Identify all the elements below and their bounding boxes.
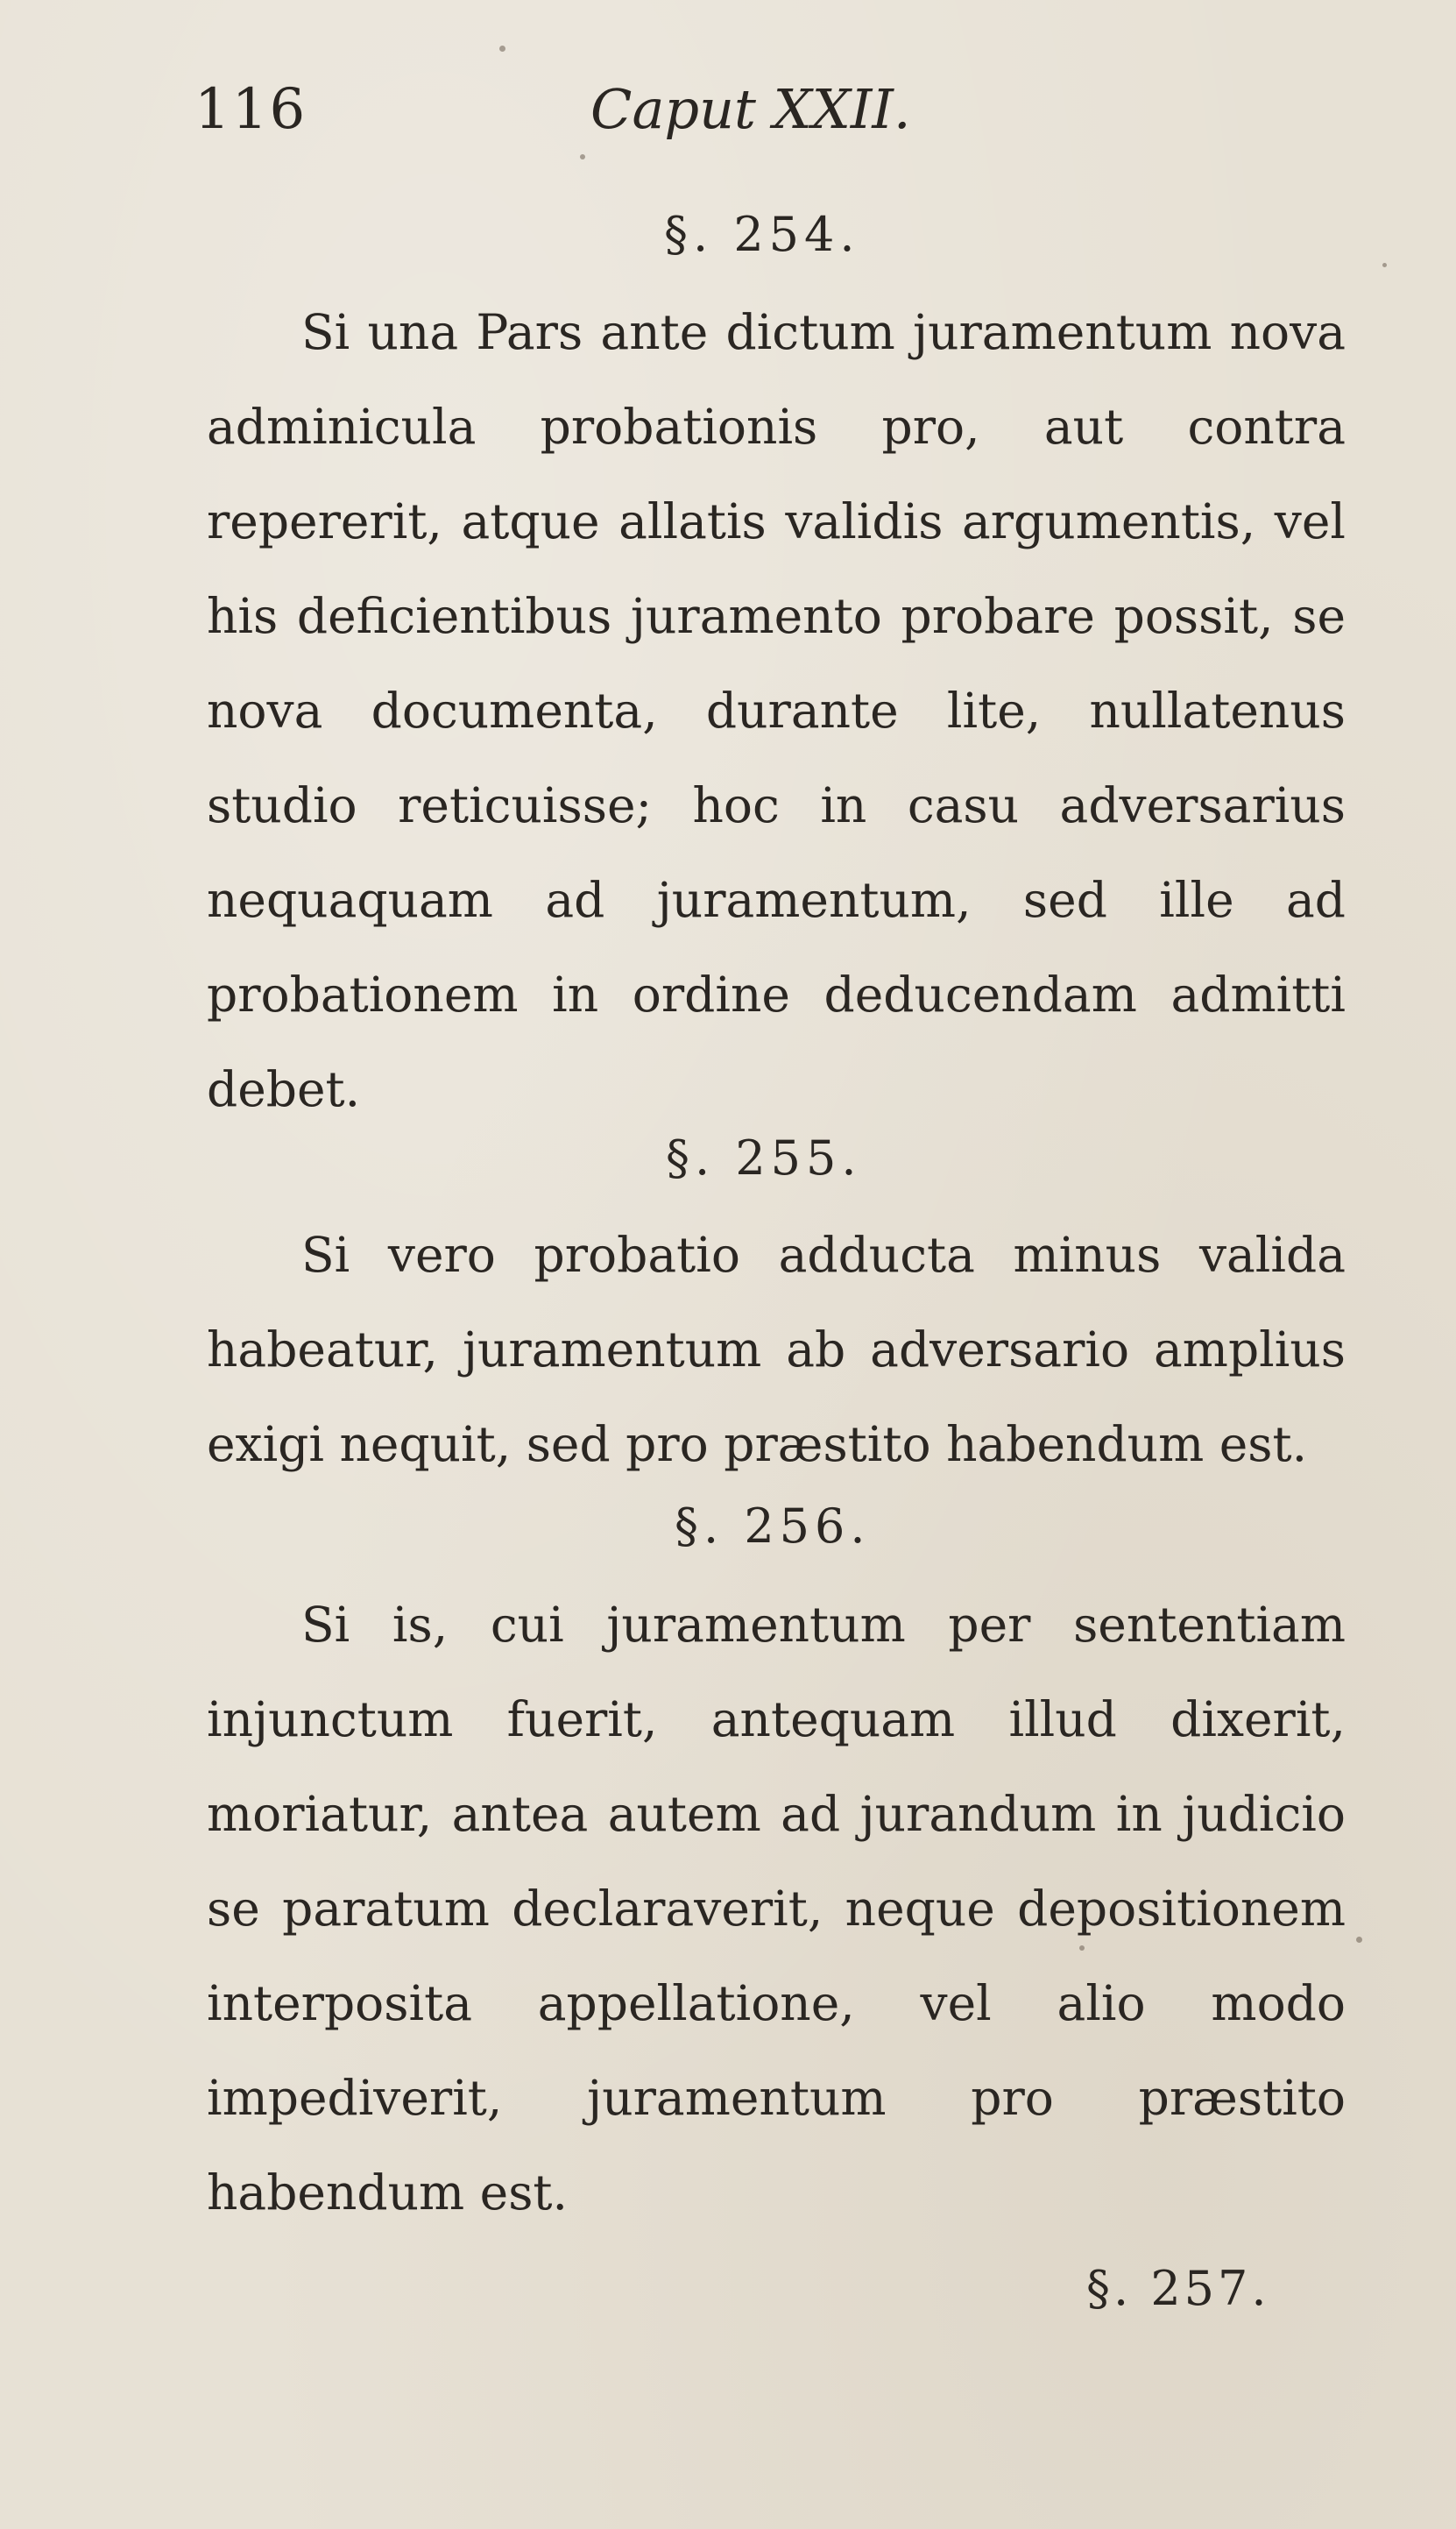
section-heading-256: §. 256.: [675, 1498, 871, 1554]
section-text-255: Si vero probatio adducta minus valida habeatur, juramentum ab adversario amplius exigi nequit, sed pro præstito habendum est.: [207, 1227, 1346, 1472]
paper-speck: [499, 46, 505, 52]
paper-speck: [1382, 263, 1387, 267]
page-header: [194, 77, 1202, 156]
catchword: §. 257.: [1086, 2261, 1270, 2316]
section-heading-255: §. 255.: [666, 1130, 862, 1186]
paper-speck: [1356, 1937, 1362, 1943]
section-heading-254: §. 254.: [664, 207, 860, 262]
paper-speck: [1079, 1945, 1085, 1951]
section-text-254: Si una Pars ante dictum juramentum nova adminicula probationis pro, aut contra repererit, atque allatis validis argumentis, vel his deficientibus juramento probare possit, se nova documenta, durante lite, nullatenus studio reticuisse; hoc in casu adversarius nequaquam ad juramentum, sed ille ad probationem in ordine deducendam admitti debet.: [207, 304, 1346, 1117]
page-number: 116: [194, 77, 307, 142]
running-head: Caput XXII.: [590, 77, 911, 141]
section-text-256: Si is, cui juramentum per sententiam injunctum fuerit, antequam illud dixerit, moriatur, antea autem ad jurandum in judicio se paratum declaraverit, neque depositionem interposita appellatione, vel alio modo impediverit, juramentum pro præstito habendum est.: [207, 1597, 1346, 2221]
paper-speck: [580, 154, 585, 159]
